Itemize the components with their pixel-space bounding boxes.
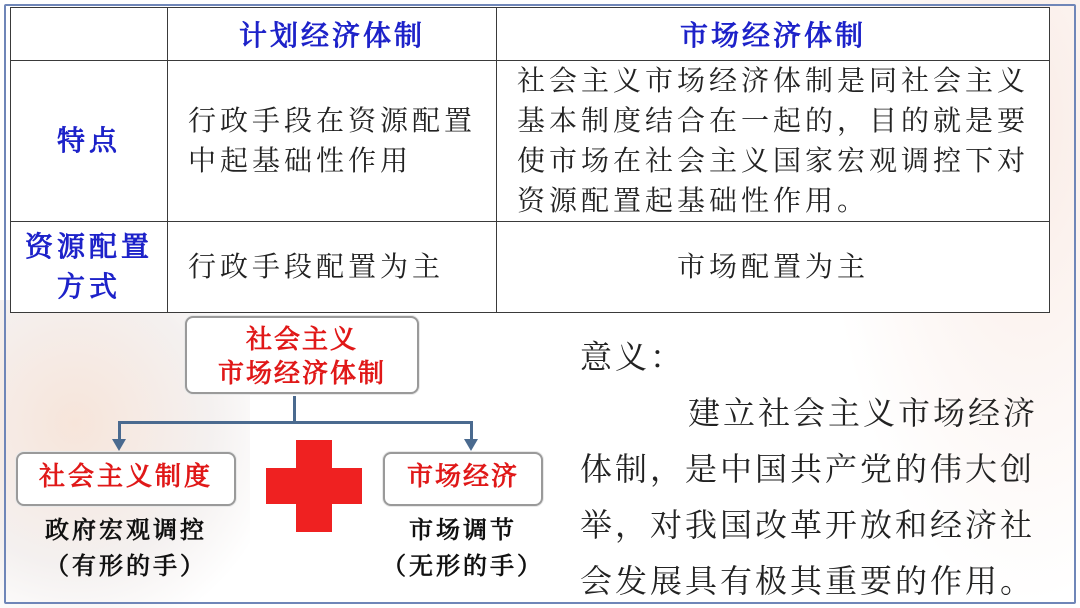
header-market-economy: 市场经济体制	[497, 8, 1050, 61]
header-blank-cell	[11, 8, 168, 61]
arrow-down-left-icon	[112, 439, 126, 451]
socialist-market-economy-box	[185, 316, 419, 394]
market-economy-box: 市场经济	[383, 452, 543, 506]
top-box-line2: 市场经济体制	[217, 359, 386, 389]
table-header-row	[11, 8, 1050, 61]
connector-left-drop	[118, 421, 121, 441]
connector-vertical	[293, 396, 296, 422]
cell-market-features: 社会主义市场经济体制是同社会主义基本制度结合在一起的，目的就是要使市场在社会主义国家宏观调控下对资源配置起基础性作用。	[497, 61, 1050, 222]
header-planned-economy: 计划经济体制	[168, 8, 497, 61]
meaning-line1: 建立社会主义市场经济	[688, 394, 1039, 432]
table-row-features	[11, 61, 1050, 222]
arrow-down-right-icon	[464, 439, 478, 451]
meaning-title: 意义：	[580, 338, 686, 376]
meaning-line2: 体制，是中国共产党的伟大创	[580, 450, 1036, 488]
top-box-line1: 社会主义	[245, 325, 358, 355]
cell-planned-allocation: 行政手段配置为主	[168, 222, 497, 313]
row-label-allocation: 资源配置方式	[11, 222, 168, 313]
table-row-allocation	[11, 222, 1050, 313]
meaning-line3: 举，对我国改革开放和经济社	[580, 506, 1036, 544]
left-caption-line2: （有形的手）	[45, 551, 207, 580]
cell-market-allocation: 市场配置为主	[497, 222, 1050, 313]
right-caption-line1: 市场调节	[409, 515, 517, 544]
connector-horizontal	[118, 421, 473, 424]
meaning-line4: 会发展具有极其重要的作用。	[580, 562, 1036, 600]
comparison-table	[10, 7, 1050, 313]
row-label-features: 特点	[11, 61, 168, 222]
connector-right-drop	[470, 421, 473, 441]
right-caption-line2: （无形的手）	[382, 551, 544, 580]
plus-icon-vertical	[296, 440, 332, 532]
socialist-system-box: 社会主义制度	[16, 452, 236, 506]
cell-planned-features: 行政手段在资源配置中起基础性作用	[168, 61, 497, 222]
left-caption-line1: 政府宏观调控	[45, 515, 207, 544]
